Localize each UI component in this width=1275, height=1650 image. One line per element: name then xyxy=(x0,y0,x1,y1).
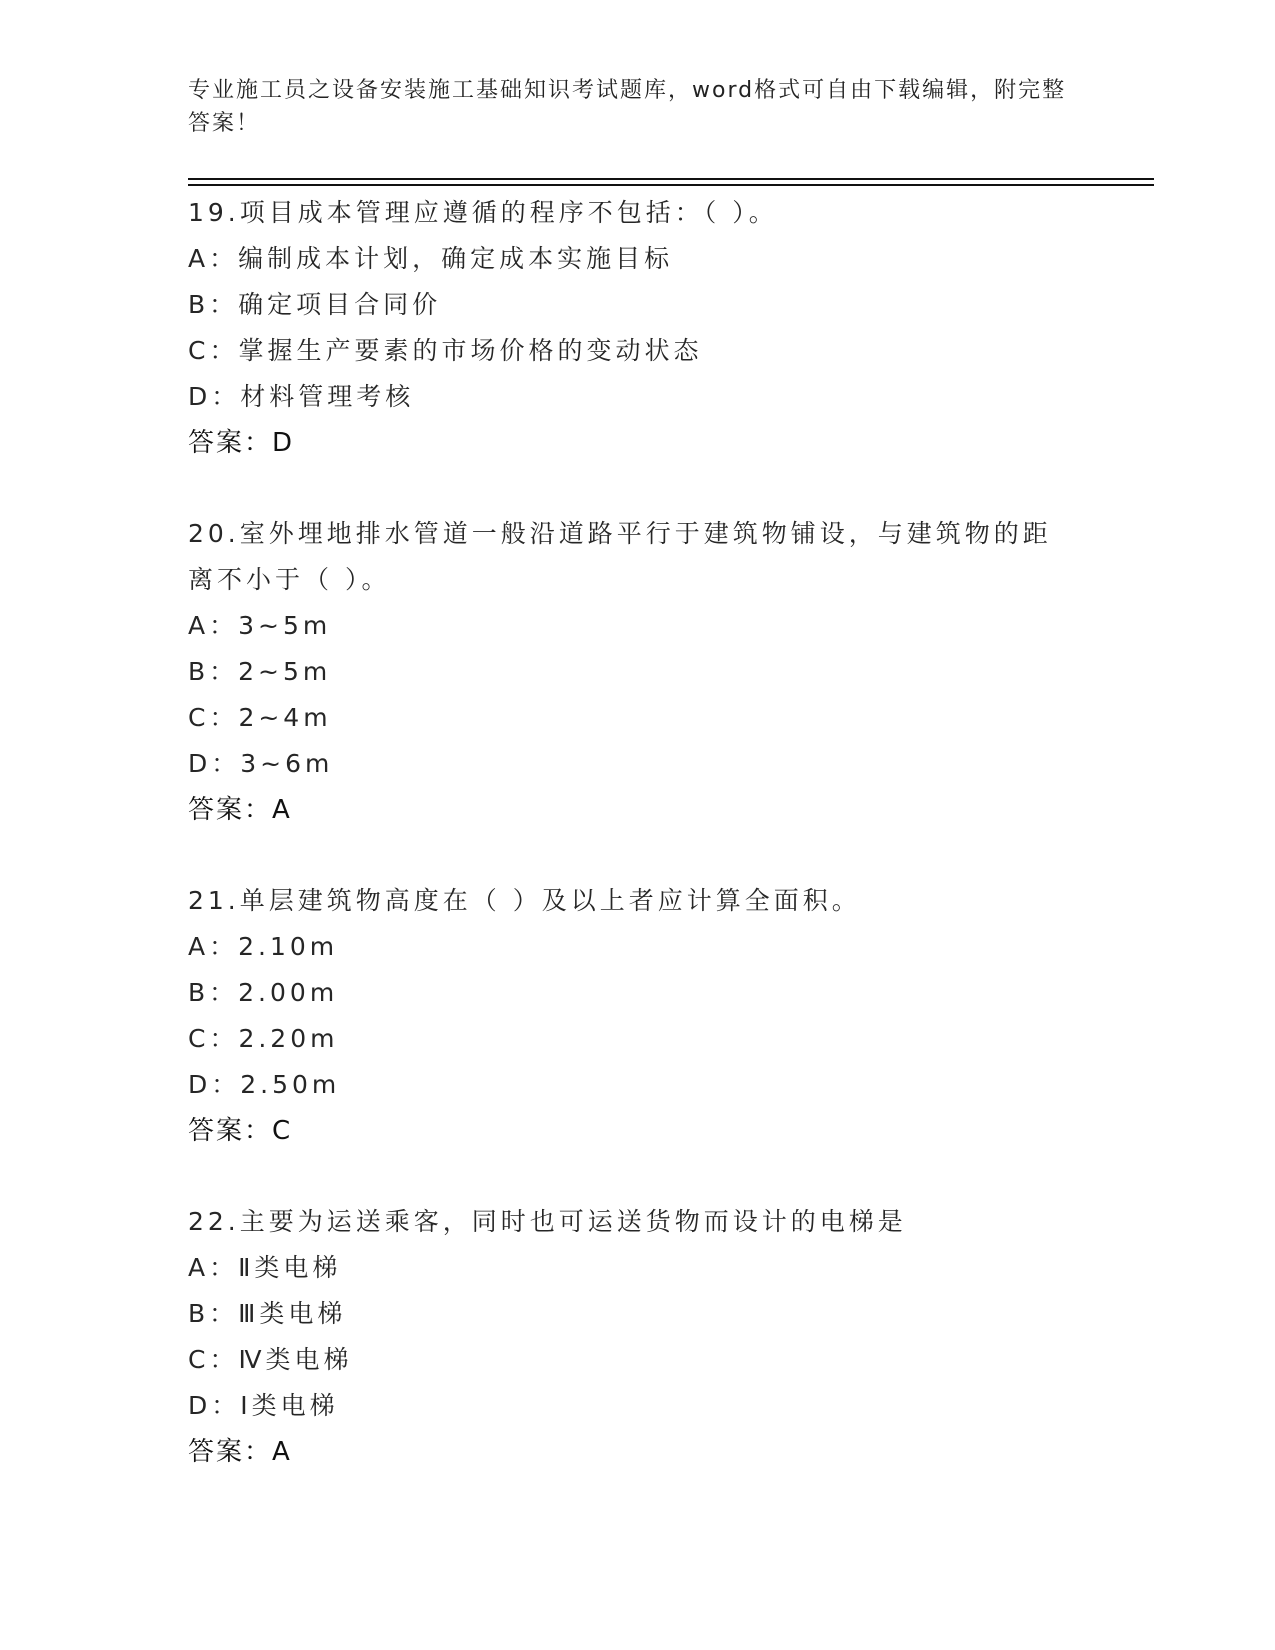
question-stem: 22.主要为运送乘客，同时也可运送货物而设计的电梯是 xyxy=(188,1207,907,1236)
option-c: C：掌握生产要素的市场价格的变动状态 xyxy=(188,336,703,365)
question-stem: 21.单层建筑物高度在（ ）及以上者应计算全面积。 xyxy=(188,886,861,915)
answer-line: 答案：A xyxy=(188,795,292,825)
option-d: D：3~6m xyxy=(188,749,334,778)
option-a: A：2.10m xyxy=(188,932,339,961)
question-20 xyxy=(188,511,1148,833)
header-divider-bottom xyxy=(188,184,1154,186)
answer-line: 答案：D xyxy=(188,428,295,458)
option-a: A：3~5m xyxy=(188,611,332,640)
option-c: C：2~4m xyxy=(188,703,332,732)
question-list xyxy=(188,190,1148,1520)
option-d: D：材料管理考核 xyxy=(188,382,415,411)
header-divider-top xyxy=(188,178,1154,180)
option-a: A：编制成本计划，确定成本实施目标 xyxy=(188,244,674,273)
question-22 xyxy=(188,1199,1148,1475)
question-21 xyxy=(188,878,1148,1154)
question-stem: 20.室外埋地排水管道一般沿道路平行于建筑物铺设，与建筑物的距离不小于（ ）。 xyxy=(188,519,1052,594)
option-b: B：确定项目合同价 xyxy=(188,290,442,319)
option-b: B：2.00m xyxy=(188,978,339,1007)
question-stem: 19.项目成本管理应遵循的程序不包括：（ ）。 xyxy=(188,198,778,227)
option-b: B：2~5m xyxy=(188,657,332,686)
option-b: B：Ⅲ类电梯 xyxy=(188,1299,347,1328)
question-19 xyxy=(188,190,1148,466)
answer-line: 答案：A xyxy=(188,1437,292,1467)
option-a: A：Ⅱ类电梯 xyxy=(188,1253,342,1282)
option-c: C：2.20m xyxy=(188,1024,339,1053)
option-c: C：Ⅳ类电梯 xyxy=(188,1345,353,1374)
option-d: D：2.50m xyxy=(188,1070,341,1099)
answer-line: 答案：C xyxy=(188,1116,293,1146)
option-d: D：Ⅰ类电梯 xyxy=(188,1391,339,1420)
document-header: 专业施工员之设备安装施工基础知识考试题库，word格式可自由下载编辑，附完整答案！ xyxy=(188,78,1067,136)
